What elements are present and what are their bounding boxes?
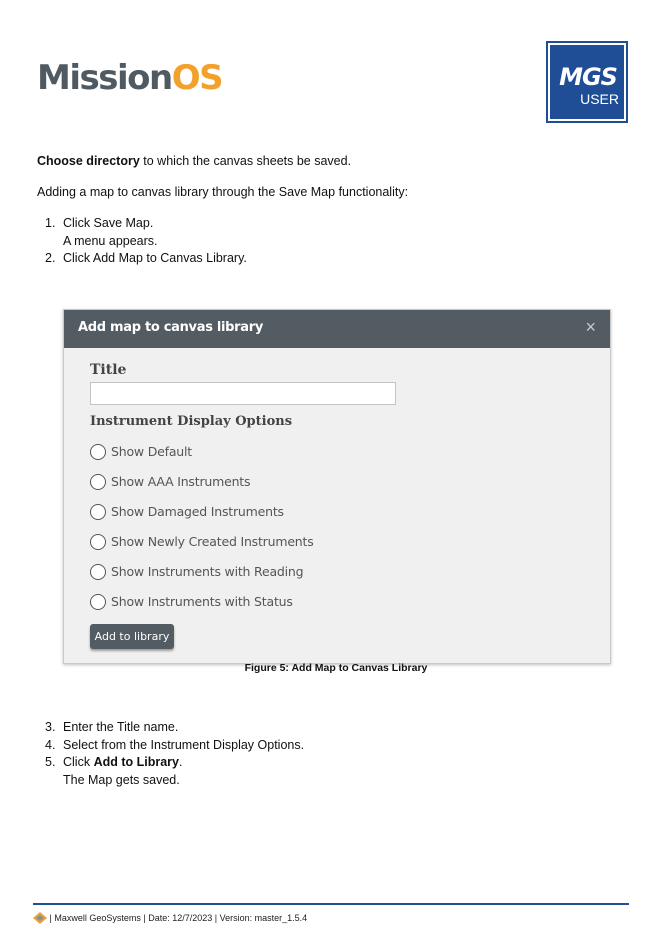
steps-list-bottom [37,719,304,789]
step-number: 2. [45,251,56,265]
instrument-display-options-label: Instrument Display Options [90,414,293,429]
mgs-user-badge [546,41,628,123]
steps-list-top [37,215,247,268]
radio-icon[interactable] [90,534,106,550]
option-label: Show Instruments with Reading [111,564,304,579]
badge-user-text: USER [580,91,619,107]
step-subtext: A menu appears. [63,233,158,248]
radio-icon[interactable] [90,474,106,490]
list-item [37,754,304,789]
step-number: 3. [45,720,56,734]
choose-directory-rest: to which the canvas sheets be saved. [139,154,352,168]
step-text: Select from the Instrument Display Options. [63,737,305,752]
step-text [63,754,304,772]
step-text: Click Add Map to Canvas Library. [63,251,247,265]
missionos-logo [37,58,222,98]
choose-directory-paragraph [37,153,351,169]
step-text: Click Save Map. [63,216,154,230]
title-input[interactable] [90,382,396,405]
maxwell-logo-icon [33,912,47,924]
step-number: 4. [45,737,56,752]
option-label: Show Damaged Instruments [111,504,284,519]
dialog-header [64,310,610,348]
logo-mission-text: Mission [37,58,172,98]
option-label: Show AAA Instruments [111,474,251,489]
step-text-bold: Add to Library [93,755,179,769]
radio-icon[interactable] [90,564,106,580]
radio-icon[interactable] [90,594,106,610]
step-text-post: . [178,755,183,769]
step-number: 1. [45,216,56,230]
list-item [37,250,247,268]
option-label: Show Instruments with Status [111,594,293,609]
dialog-title: Add map to canvas library [78,320,264,335]
badge-mgs-text: MGS [559,63,617,91]
footer [33,912,307,924]
choose-directory-bold: Choose directory [37,154,140,168]
title-label: Title [90,362,127,378]
add-map-dialog [63,309,611,664]
option-label: Show Default [111,444,192,459]
list-item [37,737,304,755]
list-item [37,215,247,250]
footer-divider [33,903,629,905]
intro-paragraph: Adding a map to canvas library through the Save Map functionality: [37,185,409,199]
figure-caption: Figure 5: Add Map to Canvas Library [244,662,428,674]
step-text: Enter the Title name. [63,720,179,734]
step-text-pre: Click [63,755,94,769]
option-label: Show Newly Created Instruments [111,534,314,549]
radio-icon[interactable] [90,504,106,520]
list-item [37,719,304,737]
step-number: 5. [45,755,56,769]
logo-os-text: OS [171,58,223,98]
add-to-library-button[interactable]: Add to library [90,624,174,649]
radio-icon[interactable] [90,444,106,460]
step-subtext: The Map gets saved. [63,772,180,787]
close-icon[interactable]: × [585,317,596,337]
footer-text: | Maxwell GeoSystems | Date: 12/7/2023 | Version: master_1.5.4 [47,913,308,923]
